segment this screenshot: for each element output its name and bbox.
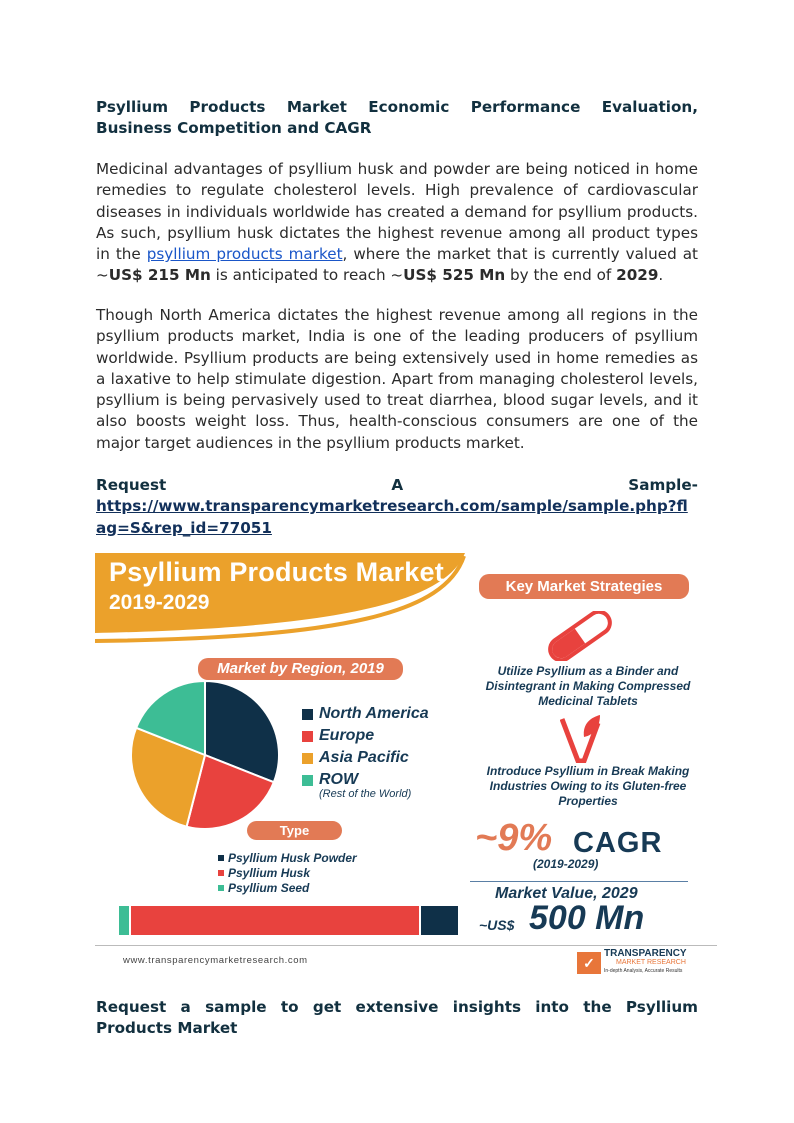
type-bar <box>119 906 460 935</box>
logo-line1: TRANSPARENCY <box>604 948 687 959</box>
legend-swatch <box>218 855 224 861</box>
type-legend-item <box>218 851 357 865</box>
footer-divider <box>95 945 717 946</box>
market-value-label: Market Value, 2029 <box>495 885 638 902</box>
legend-swatch <box>302 731 313 742</box>
infographic-years: 2019-2029 <box>109 591 210 614</box>
market-value-prefix: ~US$ <box>479 917 515 933</box>
type-legend-item <box>218 881 309 895</box>
infographic-title: Psyllium Products Market <box>109 557 444 587</box>
strategy-binder: Utilize Psyllium as a Binder and Disintegrant in Making Compressed Medicinal Tablets <box>485 664 691 708</box>
divider <box>470 881 688 882</box>
vegan-leaf-icon <box>560 713 602 763</box>
strategy-gluten-free: Introduce Psyllium in Break Making Industries Owing to its Gluten-free Properties <box>486 764 690 808</box>
sample-url-link[interactable]: https://www.transparencymarketresearch.com/sample/sample.php?flag=S&rep_id=77051 <box>96 497 688 537</box>
legend-label: Psyllium Seed <box>228 881 310 895</box>
legend-item <box>302 749 409 767</box>
future-value: US$ 525 Mn <box>403 266 506 285</box>
text: , where the market that is currently valued at ~ <box>96 245 698 285</box>
legend-item <box>302 705 429 723</box>
cagr-label: CAGR <box>573 827 663 859</box>
legend-swatch <box>302 753 313 764</box>
legend-label: Asia Pacific <box>319 749 409 766</box>
type-title: Type <box>247 821 342 840</box>
legend-swatch <box>302 709 313 720</box>
target-year: 2029 <box>616 266 659 285</box>
infographic <box>95 553 720 978</box>
type-bar-segment-psyllium-husk-powder <box>421 906 460 935</box>
legend-swatch <box>218 870 224 876</box>
cagr-value: ~9% <box>475 817 553 859</box>
cagr-period: (2019-2029) <box>533 857 599 871</box>
strategies-title: Key Market Strategies <box>479 574 689 599</box>
text: Medicinal advantages of psyllium husk and powder are being noticed in home remedies to regulate cholesterol levels. High prevalence of cardiovascular diseases in individuals worldwide has created a demand for psyllium products. As such, psyllium husk dictates the highest revenue among all product types in the <box>96 160 698 264</box>
type-legend-item <box>218 866 310 880</box>
logo-tagline: In-depth Analysis, Accurate Results <box>604 968 683 974</box>
text: is anticipated to reach ~ <box>210 266 404 285</box>
page-heading: Psyllium Products Market Economic Performance Evaluation, Business Competition and CAGR <box>96 98 698 138</box>
request-word: Sample- <box>628 476 698 494</box>
legend-swatch <box>218 885 224 891</box>
type-bar-segment-psyllium-seed <box>119 906 131 935</box>
paragraph-intro <box>96 159 698 287</box>
legend-item <box>302 771 358 789</box>
request-word: Request <box>96 476 167 494</box>
logo-line2: MARKET RESEARCH <box>616 959 686 966</box>
text: . <box>658 266 664 285</box>
legend-sublabel: (Rest of the World) <box>319 788 412 800</box>
legend-label: ROW <box>319 771 359 788</box>
legend-label: North America <box>319 705 429 722</box>
logo-icon: ✓ <box>577 952 601 974</box>
pill-capsule-icon <box>540 611 620 661</box>
request-word: A <box>391 476 404 494</box>
type-bar-segment-psyllium-husk <box>131 906 421 935</box>
legend-label: Europe <box>319 727 375 744</box>
region-title: Market by Region, 2019 <box>198 658 403 680</box>
legend-swatch <box>302 775 313 786</box>
legend-label: Psyllium Husk Powder <box>228 851 357 865</box>
psyllium-products-market-link[interactable]: psyllium products market <box>146 245 343 264</box>
paragraph-regions: Though North America dictates the highest revenue among all regions in the psyllium products market, India is one of the leading producers of psyllium worldwide. Psyllium products are being extensively used in home remedies as a laxative to help stimulate digestion. Apart from managing cholesterol levels, psyllium is being pervasively used to treat diarrhea, blood sugar levels, and it also boosts weight loss. Thus, health-conscious consumers are one of the major target audiences in the psyllium products market. <box>96 306 698 452</box>
legend-item <box>302 727 374 745</box>
website-url: www.transparencymarketresearch.com <box>123 955 308 966</box>
region-pie-chart <box>128 678 282 832</box>
market-value: 500 Mn <box>529 899 645 937</box>
request-sample <box>96 475 698 539</box>
legend-label: Psyllium Husk <box>228 866 311 880</box>
current-value: US$ 215 Mn <box>108 266 211 285</box>
closing-text: Request a sample to get extensive insights into the Psyllium Products Market <box>96 998 698 1038</box>
tmr-logo <box>577 949 687 976</box>
text: by the end of <box>505 266 617 285</box>
